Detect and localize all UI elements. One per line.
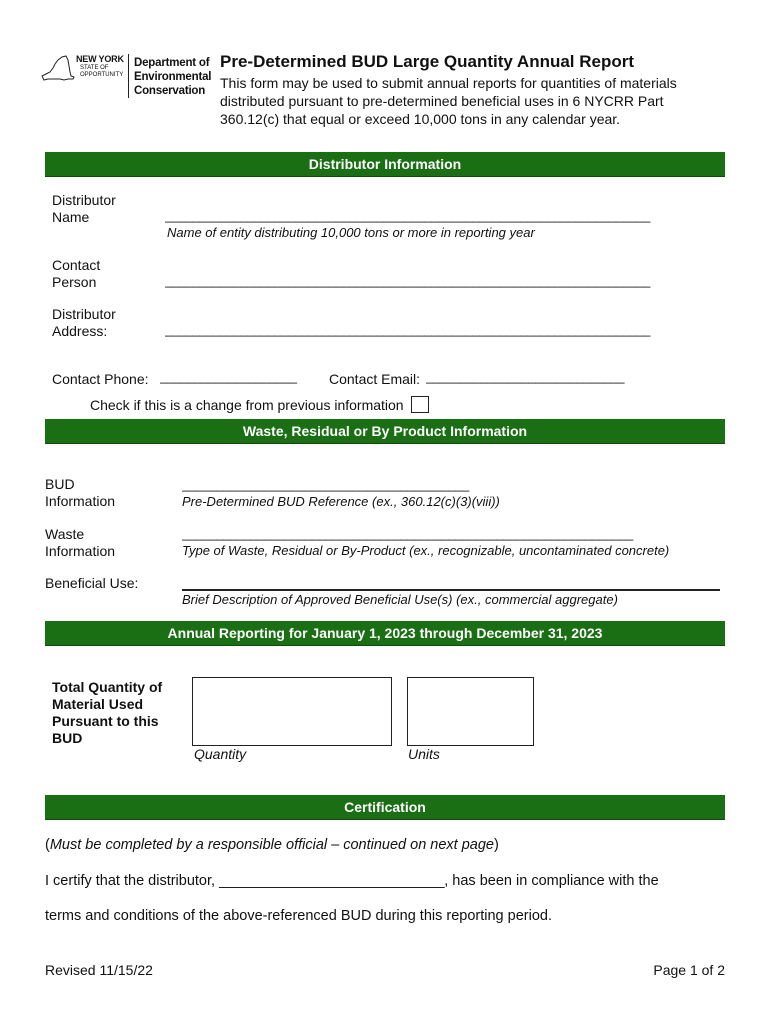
page-number: Page 1 of 2 [653,962,725,978]
beneficial-use-hint: Brief Description of Approved Beneficial Use(s) (ex., commercial aggregate) [182,592,618,607]
quantity-input-box[interactable] [192,677,392,746]
beneficial-use-field[interactable] [182,589,720,591]
distributor-name-field[interactable]: _______________________________________________________________________ [165,208,650,223]
waste-information-label: Waste Information [45,526,116,559]
form-description: This form may be used to submit annual reports for quantities of materials distributed pursuant to pre-determined beneficial uses in 6 NYCRR Part 360.12(c) that equal or exceed 10,000 tons in any calendar year. [220,75,677,127]
waste-information-hint: Type of Waste, Residual or By-Product (ex., recognizable, uncontaminated concrete) [182,543,670,558]
units-label: Units [408,746,440,762]
certification-statement-line-1: I certify that the distributor, _____________________________, has been in compliance with the [45,873,659,889]
contact-email-label: Contact Email: [329,371,421,387]
logo-department-name: Department of Environmental Conservation [134,57,212,97]
contact-phone-field[interactable]: ____________________ [160,369,297,384]
distributor-certify-field[interactable]: _____________________________ [219,873,445,889]
change-checkbox-label: Check if this is a change from previous information [90,397,404,413]
logo-state-name: NEW YORK [76,54,124,64]
section-header-waste: Waste, Residual or By Product Information [45,419,725,443]
nysdec-logo [40,48,212,100]
form-title: Pre-Determined BUD Large Quantity Annual Report [220,52,635,71]
certification-note: (Must be completed by a responsible official – continued on next page) [45,837,499,853]
section-header-certification: Certification [45,795,725,819]
logo-divider [128,54,129,98]
distributor-name-label: Distributor Name [52,192,116,225]
bud-information-field[interactable]: __________________________________________ [182,477,469,492]
logo-tagline: STATE OF OPPORTUNITY [80,65,124,78]
contact-person-label: Contact Person [52,257,101,290]
contact-phone-label: Contact Phone: [52,371,149,387]
change-checkbox[interactable] [411,396,429,413]
new-york-state-map-icon [40,54,76,84]
section-header-distributor: Distributor Information [45,152,725,176]
quantity-label: Quantity [194,746,247,762]
total-quantity-label: Total Quantity of Material Used Pursuant to this BUD [52,679,163,746]
units-input-box[interactable] [407,677,534,746]
beneficial-use-label: Beneficial Use: [45,575,139,591]
waste-information-field[interactable]: __________________________________________________________________ [182,526,633,541]
section-header-annual-reporting: Annual Reporting for January 1, 2023 through December 31, 2023 [45,621,725,645]
bud-information-label: BUD Information [45,476,116,509]
bud-information-hint: Pre-Determined BUD Reference (ex., 360.12(c)(3)(viii)) [182,494,500,509]
revision-date: Revised 11/15/22 [45,962,153,978]
distributor-name-hint: Name of entity distributing 10,000 tons or more in reporting year [167,225,535,240]
distributor-address-field[interactable]: _______________________________________________________________________ [165,322,650,337]
contact-person-field[interactable]: _______________________________________________________________________ [165,273,650,288]
certification-statement-line-2: terms and conditions of the above-referenced BUD during this reporting period. [45,908,552,924]
contact-email-field[interactable]: _____________________________ [426,369,625,384]
distributor-address-label: Distributor Address: [52,306,116,339]
